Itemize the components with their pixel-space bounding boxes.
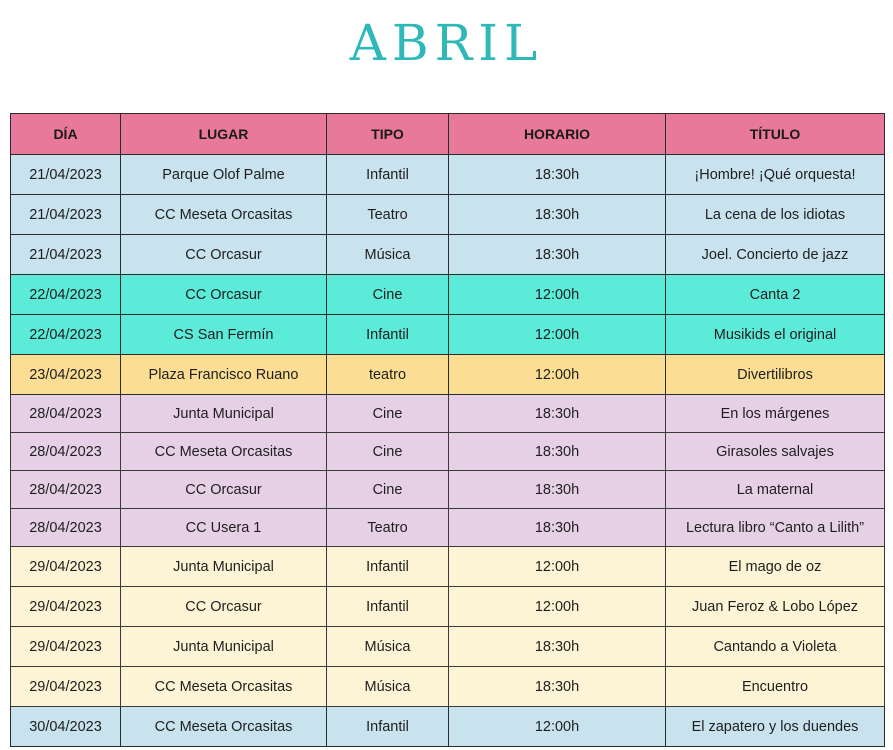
table-row — [11, 587, 885, 627]
cell-titulo: En los márgenes — [666, 395, 885, 433]
header-horario: HORARIO — [449, 114, 666, 155]
cell-horario: 12:00h — [449, 547, 666, 587]
cell-dia: 29/04/2023 — [11, 547, 121, 587]
cell-dia: 22/04/2023 — [11, 315, 121, 355]
cell-dia: 21/04/2023 — [11, 195, 121, 235]
cell-dia: 29/04/2023 — [11, 587, 121, 627]
cell-lugar: CC Usera 1 — [121, 509, 327, 547]
table-row — [11, 155, 885, 195]
cell-horario: 18:30h — [449, 667, 666, 707]
cell-lugar: CC Meseta Orcasitas — [121, 195, 327, 235]
cell-titulo: ¡Hombre! ¡Qué orquesta! — [666, 155, 885, 195]
cell-tipo: teatro — [327, 355, 449, 395]
cell-horario: 12:00h — [449, 707, 666, 747]
table-header-row — [11, 114, 885, 155]
cell-dia: 28/04/2023 — [11, 471, 121, 509]
cell-titulo: Canta 2 — [666, 275, 885, 315]
cell-titulo: Girasoles salvajes — [666, 433, 885, 471]
table-row — [11, 707, 885, 747]
cell-dia: 22/04/2023 — [11, 275, 121, 315]
cell-horario: 12:00h — [449, 315, 666, 355]
cell-horario: 18:30h — [449, 395, 666, 433]
cell-tipo: Infantil — [327, 547, 449, 587]
cell-titulo: Encuentro — [666, 667, 885, 707]
header-tipo: TIPO — [327, 114, 449, 155]
cell-titulo: La cena de los idiotas — [666, 195, 885, 235]
cell-dia: 23/04/2023 — [11, 355, 121, 395]
cell-titulo: El zapatero y los duendes — [666, 707, 885, 747]
cell-tipo: Cine — [327, 471, 449, 509]
table-row — [11, 509, 885, 547]
cell-tipo: Teatro — [327, 195, 449, 235]
cell-tipo: Música — [327, 235, 449, 275]
cell-dia: 28/04/2023 — [11, 433, 121, 471]
cell-titulo: Juan Feroz & Lobo López — [666, 587, 885, 627]
cell-tipo: Cine — [327, 433, 449, 471]
table-row — [11, 547, 885, 587]
cell-titulo: Musikids el original — [666, 315, 885, 355]
header-dia: DÍA — [11, 114, 121, 155]
cell-titulo: La maternal — [666, 471, 885, 509]
cell-lugar: CC Orcasur — [121, 587, 327, 627]
table-row — [11, 355, 885, 395]
table-row — [11, 433, 885, 471]
cell-horario: 18:30h — [449, 433, 666, 471]
cell-lugar: Junta Municipal — [121, 627, 327, 667]
cell-lugar: CC Orcasur — [121, 471, 327, 509]
cell-dia: 29/04/2023 — [11, 667, 121, 707]
cell-lugar: Parque Olof Palme — [121, 155, 327, 195]
cell-horario: 12:00h — [449, 355, 666, 395]
cell-horario: 12:00h — [449, 587, 666, 627]
cell-tipo: Cine — [327, 395, 449, 433]
cell-tipo: Música — [327, 627, 449, 667]
cell-lugar: CC Orcasur — [121, 275, 327, 315]
cell-titulo: Divertilibros — [666, 355, 885, 395]
cell-tipo: Infantil — [327, 315, 449, 355]
cell-horario: 18:30h — [449, 509, 666, 547]
cell-dia: 28/04/2023 — [11, 509, 121, 547]
cell-titulo: Joel. Concierto de jazz — [666, 235, 885, 275]
cell-titulo: El mago de oz — [666, 547, 885, 587]
cell-horario: 18:30h — [449, 195, 666, 235]
cell-lugar: Junta Municipal — [121, 395, 327, 433]
cell-dia: 30/04/2023 — [11, 707, 121, 747]
table-row — [11, 235, 885, 275]
cell-dia: 28/04/2023 — [11, 395, 121, 433]
cell-titulo: Cantando a Violeta — [666, 627, 885, 667]
page-title: ABRIL — [349, 14, 544, 72]
cell-dia: 29/04/2023 — [11, 627, 121, 667]
cell-horario: 18:30h — [449, 627, 666, 667]
cell-tipo: Cine — [327, 275, 449, 315]
cell-dia: 21/04/2023 — [11, 235, 121, 275]
events-table — [10, 113, 885, 747]
cell-lugar: CC Meseta Orcasitas — [121, 667, 327, 707]
cell-horario: 18:30h — [449, 471, 666, 509]
cell-dia: 21/04/2023 — [11, 155, 121, 195]
table-row — [11, 627, 885, 667]
cell-titulo: Lectura libro “Canto a Lilith” — [666, 509, 885, 547]
cell-tipo: Música — [327, 667, 449, 707]
cell-lugar: CC Meseta Orcasitas — [121, 707, 327, 747]
cell-tipo: Infantil — [327, 155, 449, 195]
cell-lugar: CS San Fermín — [121, 315, 327, 355]
table-row — [11, 275, 885, 315]
cell-horario: 18:30h — [449, 235, 666, 275]
cell-horario: 18:30h — [449, 155, 666, 195]
header-lugar: LUGAR — [121, 114, 327, 155]
cell-tipo: Infantil — [327, 707, 449, 747]
cell-tipo: Infantil — [327, 587, 449, 627]
cell-lugar: CC Meseta Orcasitas — [121, 433, 327, 471]
table-row — [11, 315, 885, 355]
cell-lugar: Junta Municipal — [121, 547, 327, 587]
cell-lugar: Plaza Francisco Ruano — [121, 355, 327, 395]
cell-lugar: CC Orcasur — [121, 235, 327, 275]
table-row — [11, 195, 885, 235]
table-row — [11, 667, 885, 707]
table-row — [11, 471, 885, 509]
cell-horario: 12:00h — [449, 275, 666, 315]
header-titulo: TÍTULO — [666, 114, 885, 155]
table-row — [11, 395, 885, 433]
cell-tipo: Teatro — [327, 509, 449, 547]
